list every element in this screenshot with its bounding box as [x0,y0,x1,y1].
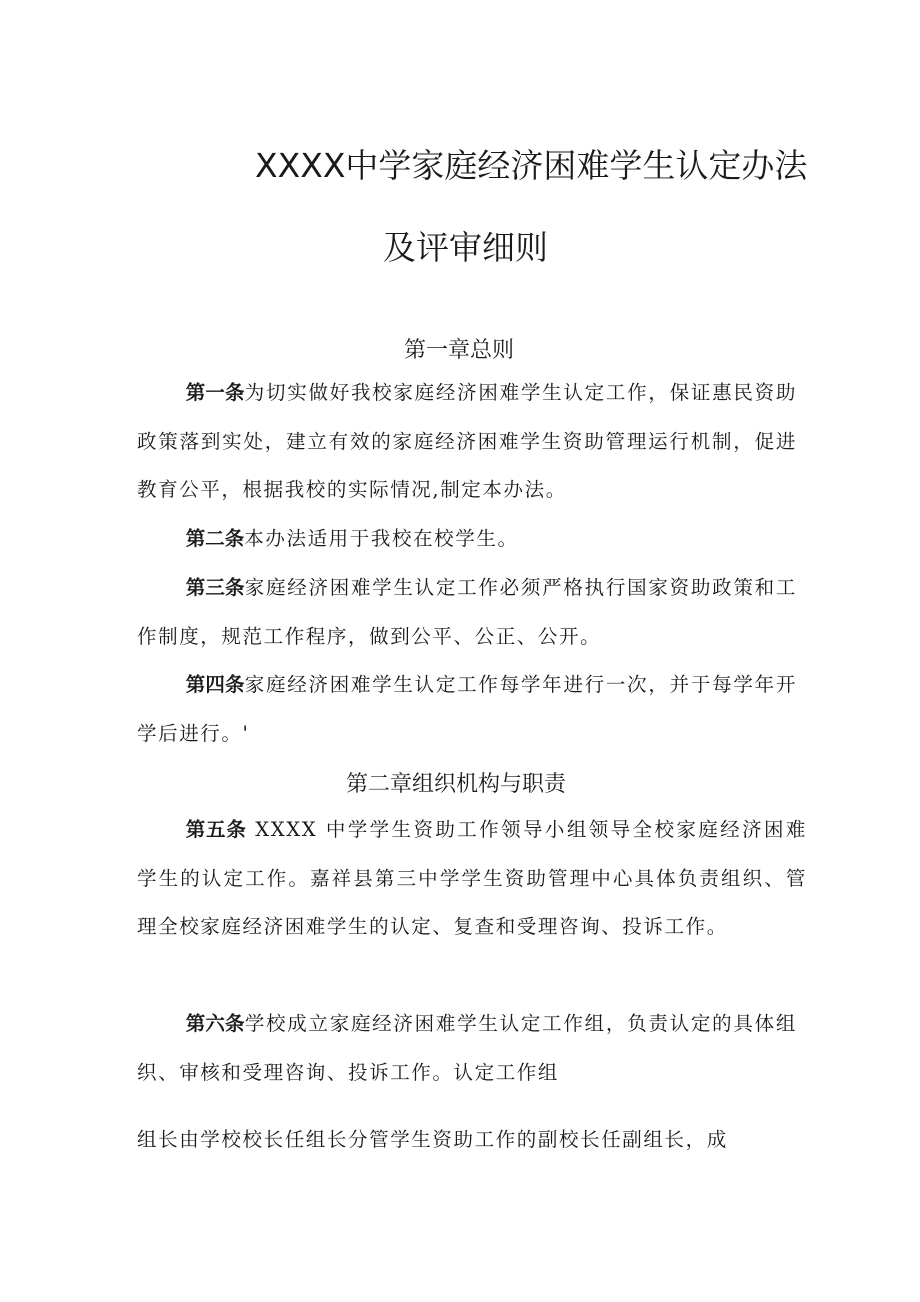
article-3 [137,564,797,661]
document-title-line-1: XXXX中学家庭经济困难学生认定办法 [255,146,808,185]
continuation-paragraph: 组长由学校校长任组长分管学生资助工作的副校长任副组长，成 [137,1128,728,1151]
article-text: 本办法适用于我校在校学生。 [244,527,519,550]
chapter-heading-1: 第一章总则 [404,338,515,363]
article-5 [137,806,807,952]
article-label: 第一条 [185,381,245,404]
article-4 [137,661,797,758]
chapter-heading-2: 第二章组织机构与职责 [346,772,567,797]
article-label: 第四条 [185,673,245,696]
article-text: 家庭经济困难学生认定工作每学年进行一次，并于每学年开学后进行。' [137,673,797,745]
article-label: 第二条 [185,527,245,550]
article-label: 第六条 [185,1012,245,1035]
article-text: 为切实做好我校家庭经济困难学生认定工作，保证惠民资助政策落到实处，建立有效的家庭经济困难学生资助管理运行机制，促进教育公平，根据我校的实际情况,制定本办法。 [137,381,797,501]
document-title-line-2: 及评审细则 [383,228,548,267]
article-text: XXXX 中学学生资助工作领导小组领导全校家庭经济困难学生的认定工作。嘉祥县第三中学学生资助管理中心具体负责组织、管理全校家庭经济困难学生的认定、复查和受理咨询、投诉工作。 [137,818,807,938]
article-text: 家庭经济困难学生认定工作必须严格执行国家资助政策和工作制度，规范工作程序，做到公平、公正、公开。 [137,576,797,648]
article-6 [137,1000,797,1097]
article-text: 学校成立家庭经济困难学生认定工作组，负责认定的具体组织、审核和受理咨询、投诉工作。认定工作组 [137,1012,797,1084]
article-2 [137,515,797,564]
article-label: 第三条 [185,576,245,599]
article-1 [137,369,797,515]
article-label: 第五条 [185,818,247,841]
